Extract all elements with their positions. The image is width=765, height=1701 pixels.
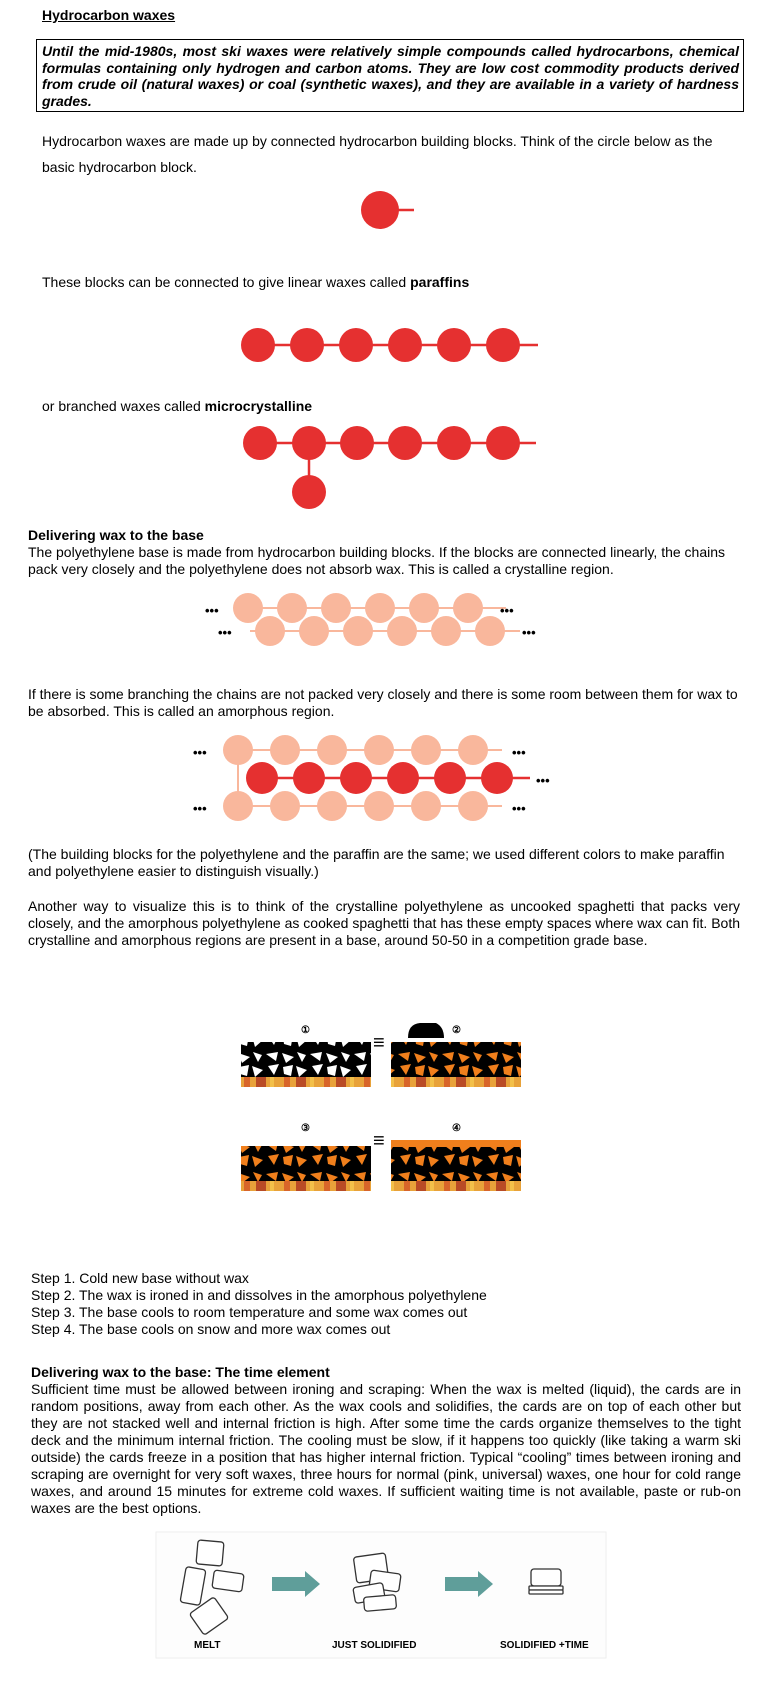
chain-dots: ••• [218,625,232,640]
cards-figure [156,1532,606,1658]
section-heading-delivering: Delivering wax to the base [28,527,204,543]
iron-icon [408,1023,444,1038]
amorphous-region-diagram [193,735,550,821]
equals-sign: ≡ [373,1032,385,1054]
paraffins-prefix: These blocks can be connected to give linear waxes called [42,274,411,290]
step-item: Step 3. The base cools to room temperature and some wax comes out [31,1304,468,1320]
crystalline-region-diagram [205,593,536,646]
intro-box: Until the mid-1980s, most ski waxes were relatively simple compounds called hydrocarbons, chemical formulas containing only hydrogen and carbon atoms. They are low cost commodity products derived from crude oil (natural waxes) or coal (synthetic waxes), and they are available in a variety of hardness grades. [36,39,744,112]
caption-melt: MELT [194,1640,221,1651]
chain-dots: ••• [500,603,514,618]
micro-term: microcrystalline [204,398,313,414]
paragraph-blocks: Hydrocarbon waxes are made up by connected hydrocarbon building blocks. Think of the circle below as the basic hydrocarbon block. [42,133,713,175]
chain-dots: ••• [536,773,550,788]
panel-step-4 [391,1140,521,1191]
caption-just-solidified: JUST SOLIDIFIED [332,1640,417,1651]
equals-sign: ≡ [373,1130,385,1152]
page-title: Hydrocarbon waxes [42,7,176,23]
step-number-2: ② [452,1025,461,1036]
microcrystalline-chain-diagram [243,426,536,509]
panel-step-1 [241,1042,371,1087]
section-heading-time: Delivering wax to the base: The time element [31,1364,330,1380]
caption-solidified-time: SOLIDIFIED +TIME [500,1640,589,1651]
step-number-3: ③ [301,1123,310,1134]
paraffin-chain-diagram [241,328,538,362]
step-item: Step 1. Cold new base without wax [31,1270,249,1286]
step-number-1: ① [301,1025,310,1036]
paraffins-term: paraffins [410,274,470,290]
micro-prefix: or branched waxes called [42,398,205,414]
paragraph-amorphous: If there is some branching the chains are not packed very closely and there is some room between them for wax to be absorbed. This is called an amorphous region. [28,686,738,719]
chain-dots: ••• [512,745,526,760]
chain-dots: ••• [205,603,219,618]
step-number-4: ④ [452,1123,461,1134]
chain-dots: ••• [512,801,526,816]
paragraph-time: Sufficient time must be allowed between ironing and scraping: When the wax is melted (liquid), the cards are in random positions, away from each other. As the wax cools and solidifies, the cards are on top of each other but they are not stacked well and internal friction is high. After some time the cards organize themselves to the tight deck and the minimum internal friction. The cooling must be slow, if it happens too quickly (like taking a warm ski outside) the cards freeze in a position that has higher internal friction. Typical “cooling” times between ironing and scraping are overnight for very soft waxes, three hours for normal (pink, universal) waxes, one hour for cold range waxes, and around 15 minutes for extreme cold waxes. If sufficient waiting time is not available, paste or rub-on waxes are the best options. [31,1381,741,1516]
paragraph-spaghetti: Another way to visualize this is to think of the crystalline polyethylene as uncooked spaghetti that packs very closely, and the amorphous polyethylene as cooked spaghetti that has these empty spaces where wax can fit. Both crystalline and amorphous regions are present in a base, around 50-50 in a competition grade base. [28,898,740,948]
paragraph-colors-note: (The building blocks for the polyethylene and the paraffin are the same; we used different colors to make paraffin and polyethylene easier to distinguish visually.) [28,846,725,879]
chain-dots: ••• [193,801,207,816]
step-item: Step 4. The base cools on snow and more wax comes out [31,1321,391,1337]
chain-dots: ••• [193,745,207,760]
panel-step-3 [241,1146,371,1191]
chain-dots: ••• [522,625,536,640]
solidified-time-cards [529,1569,563,1594]
hydrocarbon-block-diagram [361,191,414,229]
step-item: Step 2. The wax is ironed in and dissolves in the amorphous polyethylene [31,1287,487,1303]
paragraph-crystalline: The polyethylene base is made from hydrocarbon building blocks. If the blocks are connected linearly, the chains pack very closely and the polyethylene does not absorb wax. This is called a crystalline region. [28,544,726,577]
waxing-steps-figure [241,1023,521,1191]
